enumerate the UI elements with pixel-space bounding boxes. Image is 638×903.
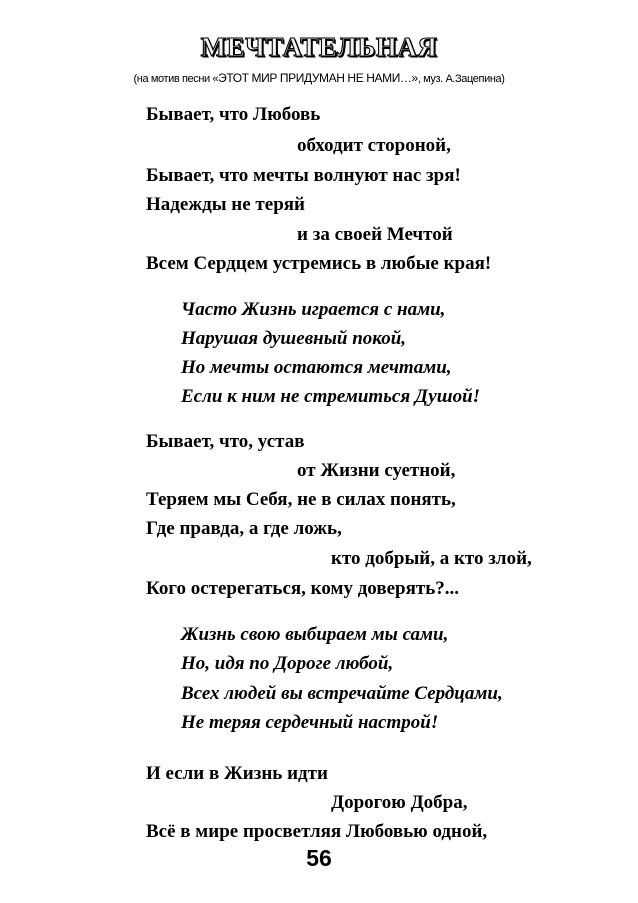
verse-line: Бывает, что Любовь	[146, 104, 321, 125]
chorus-line: Жизнь свою выбираем мы сами,	[181, 624, 449, 645]
verse-line: Кого остерегаться, кому доверять?...	[146, 578, 459, 599]
chorus-line: Нарушая душевный покой,	[181, 328, 407, 349]
verse-line: Надежды не теряй	[146, 194, 305, 215]
verse-line: кто добрый, а кто злой,	[331, 548, 532, 569]
page-number: 56	[306, 845, 332, 871]
chorus-line: Но, идя по Дороге любой,	[181, 653, 394, 674]
chorus-line: Всех людей вы встречайте Сердцами,	[181, 683, 503, 704]
verse-line: Теряем мы Себя, не в силах понять,	[146, 489, 456, 510]
chorus-line: Если к ним не стремиться Душой!	[181, 386, 481, 407]
subtitle-prefix: (на мотив песни «	[133, 73, 219, 85]
verse-line: Всё в мире просветляя Любовью одной,	[146, 821, 488, 842]
poem-subtitle	[0, 71, 638, 85]
chorus-line: Не теряя сердечный настрой!	[181, 712, 439, 733]
verse-line: от Жизни суетной,	[297, 460, 456, 481]
verse-line: Бывает, что мечты волнуют нас зря!	[146, 165, 461, 186]
subtitle-song-name: ЭТОТ МИР ПРИДУМАН НЕ НАМИ…»	[218, 71, 418, 85]
verse-line: и за своей Мечтой	[297, 224, 453, 245]
chorus-line: Часто Жизнь играется с нами,	[181, 299, 446, 320]
verse-line: Всем Сердцем устремись в любые края!	[146, 253, 492, 274]
verse-line: Дорогою Добра,	[331, 792, 468, 813]
verse-line: Бывает, что, устав	[146, 431, 305, 452]
subtitle-suffix: , муз. А.Зацепина)	[417, 73, 505, 85]
verse-line: И если в Жизнь идти	[146, 763, 328, 784]
verse-line: Где правда, а где ложь,	[146, 518, 342, 539]
poem-title: МЕЧТАТЕЛЬНАЯ	[200, 32, 438, 62]
chorus-line: Но мечты остаются мечтами,	[181, 357, 452, 378]
verse-line: обходит стороной,	[297, 135, 451, 156]
